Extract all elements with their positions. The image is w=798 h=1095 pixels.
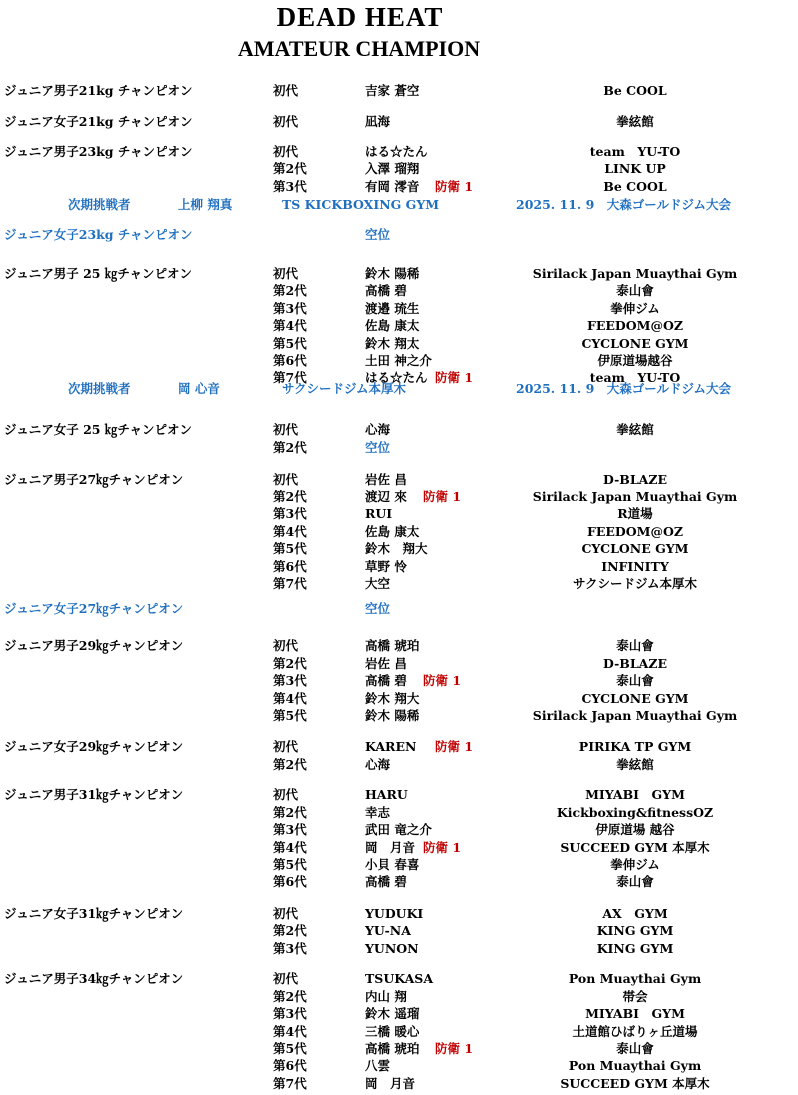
vacant-status: 空位 <box>365 227 391 242</box>
generation: 第3代 <box>273 301 307 316</box>
champion-name: 土田 神之介 <box>365 353 432 368</box>
champion-row <box>0 786 798 803</box>
generation: 第7代 <box>273 1076 307 1091</box>
gym-name: SUCCEED GYM 本厚木 <box>560 840 710 855</box>
champion-name: 佐島 康太 <box>365 318 420 333</box>
challenger-name: 上柳 翔真 <box>178 197 233 212</box>
champion-name: 岡 月音 <box>365 840 416 855</box>
champion-name: 心海 <box>365 422 391 437</box>
generation: 第2代 <box>273 805 307 820</box>
champion-name: HARU <box>365 787 408 802</box>
gym-name: 土道館ひばりヶ丘道場 <box>572 1024 698 1039</box>
defense-badge: 防衛 1 <box>423 489 462 504</box>
generation: 第6代 <box>273 559 307 574</box>
champion-name: はる☆たん <box>365 144 428 159</box>
champion-name: 鈴木 陽稀 <box>365 266 420 281</box>
champion-row <box>0 672 798 689</box>
champion-row <box>0 317 798 334</box>
vacant-status: 空位 <box>365 601 391 616</box>
weight-class: ジュニア女子31㎏チャンピオン <box>4 906 184 921</box>
champion-row <box>0 523 798 540</box>
champion-name: 幸志 <box>365 805 391 820</box>
weight-class: ジュニア男子23kg チャンピオン <box>4 144 193 159</box>
champion-name: 小貝 春喜 <box>365 857 420 872</box>
champion-name: KAREN <box>365 739 417 754</box>
gym-name: 拳絃館 <box>616 757 654 772</box>
gym-name: LINK UP <box>604 161 666 176</box>
generation: 初代 <box>273 83 299 98</box>
champion-name: はる☆たん <box>365 370 428 385</box>
generation: 初代 <box>273 971 299 986</box>
weight-class: ジュニア男子29㎏チャンピオン <box>4 638 184 653</box>
gym-name: D-BLAZE <box>603 472 667 487</box>
champion-name: 凪海 <box>365 114 391 129</box>
gym-name: 拳伸ジム <box>610 857 660 872</box>
challenger-name: 岡 心音 <box>178 381 220 396</box>
gym-name: team YU-TO <box>589 370 681 385</box>
defense-badge: 防衛 1 <box>435 179 474 194</box>
gym-name: Sirilack Japan Muaythai Gym <box>532 489 738 504</box>
defense-badge: 防衛 1 <box>435 739 474 754</box>
challenger-gym: TS KICKBOXING GYM <box>282 197 440 212</box>
generation: 第3代 <box>273 822 307 837</box>
champion-name: 草野 怜 <box>365 559 407 574</box>
page-subtitle: AMATEUR CHAMPION <box>237 36 481 61</box>
champion-name: 鈴木 翔太 <box>365 336 420 351</box>
generation: 第4代 <box>273 318 307 333</box>
weight-class: ジュニア女子21kg チャンピオン <box>4 114 193 129</box>
generation: 第7代 <box>273 370 307 385</box>
champion-row <box>0 988 798 1005</box>
champion-row <box>0 505 798 522</box>
gym-name: MIYABI GYM <box>585 787 685 802</box>
weight-class: ジュニア女子27㎏チャンピオン <box>4 601 184 616</box>
champion-row <box>0 82 798 99</box>
generation: 初代 <box>273 638 299 653</box>
gym-name: Sirilack Japan Muaythai Gym <box>532 708 738 723</box>
champion-name: 高橋 碧 <box>365 283 407 298</box>
defense-badge: 防衛 1 <box>423 673 462 688</box>
generation: 第4代 <box>273 524 307 539</box>
gym-name: CYCLONE GYM <box>581 336 689 351</box>
gym-name: 拳絃館 <box>616 114 654 129</box>
generation: 第4代 <box>273 691 307 706</box>
champion-row <box>0 335 798 352</box>
gym-name: 泰山會 <box>616 283 654 298</box>
champion-name: 有岡 澪音 <box>365 179 420 194</box>
champion-row <box>0 940 798 957</box>
champion-row <box>0 540 798 557</box>
champion-row <box>0 873 798 890</box>
champion-row <box>0 839 798 856</box>
champion-row <box>0 690 798 707</box>
gym-name: 伊原道場 越谷 <box>595 822 675 837</box>
generation: 第3代 <box>273 673 307 688</box>
champion-row <box>0 1005 798 1022</box>
champion-row <box>0 282 798 299</box>
gym-name: 帯会 <box>622 989 648 1004</box>
challenge-event: 2025. 11. 9 大森ゴールドジム大会 <box>516 381 732 396</box>
gym-name: Kickboxing&fitnessOZ <box>556 805 714 820</box>
champion-row <box>0 1023 798 1040</box>
champion-name: 鈴木 翔大 <box>365 691 420 706</box>
weight-class: ジュニア女子29㎏チャンピオン <box>4 739 184 754</box>
gym-name: AX GYM <box>602 906 668 921</box>
champion-name: 佐島 康太 <box>365 524 420 539</box>
defense-badge: 防衛 1 <box>435 1041 474 1056</box>
champion-row <box>0 265 798 282</box>
generation: 第2代 <box>273 656 307 671</box>
weight-class: ジュニア女子 25 ㎏チャンピオン <box>4 422 192 437</box>
generation: 初代 <box>273 472 299 487</box>
generation: 第5代 <box>273 336 307 351</box>
gym-name: 拳絃館 <box>616 422 654 437</box>
champion-name: 渡辺 來 <box>365 489 407 504</box>
champion-row <box>0 905 798 922</box>
challenge-event: 2025. 11. 9 大森ゴールドジム大会 <box>516 197 732 212</box>
champion-row <box>0 756 798 773</box>
generation: 第4代 <box>273 840 307 855</box>
generation: 第2代 <box>273 161 307 176</box>
champion-row <box>0 160 798 177</box>
champion-name: 岩佐 昌 <box>365 472 407 487</box>
gym-name: Be COOL <box>603 179 667 194</box>
gym-name: D-BLAZE <box>603 656 667 671</box>
champion-name: 高橋 碧 <box>365 673 407 688</box>
champion-name: 岡 月音 <box>365 1076 416 1091</box>
champion-name: 内山 翔 <box>365 989 407 1004</box>
champion-row <box>0 707 798 724</box>
champion-name: 高橋 碧 <box>365 874 407 889</box>
champion-row <box>0 655 798 672</box>
generation: 第2代 <box>273 489 307 504</box>
challenger-row <box>0 196 798 213</box>
generation: 初代 <box>273 422 299 437</box>
champion-row <box>0 1040 798 1057</box>
generation: 第6代 <box>273 353 307 368</box>
champion-row <box>0 970 798 987</box>
generation: 第5代 <box>273 1041 307 1056</box>
champion-name: 武田 竜之介 <box>365 822 432 837</box>
page-title: DEAD HEAT <box>276 2 444 32</box>
champion-row <box>0 821 798 838</box>
gym-name: Pon Muaythai Gym <box>568 1058 702 1073</box>
gym-name: 泰山會 <box>616 638 654 653</box>
generation: 第2代 <box>273 923 307 938</box>
generation: 第6代 <box>273 1058 307 1073</box>
generation: 第3代 <box>273 179 307 194</box>
champion-row <box>0 738 798 755</box>
generation: 第3代 <box>273 941 307 956</box>
champion-row <box>0 575 798 592</box>
champion-name: 高橋 琥珀 <box>365 1041 420 1056</box>
generation: 初代 <box>273 266 299 281</box>
champion-name: 鈴木 翔大 <box>365 541 428 556</box>
vacant-row <box>0 600 798 617</box>
defense-badge: 防衛 1 <box>423 840 462 855</box>
generation: 初代 <box>273 787 299 802</box>
champion-row <box>0 488 798 505</box>
champion-name: 岩佐 昌 <box>365 656 407 671</box>
vacant-row <box>0 226 798 243</box>
generation: 初代 <box>273 906 299 921</box>
generation: 第5代 <box>273 857 307 872</box>
challenger-gym: サクシードジム本厚木 <box>282 381 407 396</box>
champion-row <box>0 300 798 317</box>
gym-name: 泰山會 <box>616 1041 654 1056</box>
generation: 第5代 <box>273 708 307 723</box>
champion-name: RUI <box>365 506 393 521</box>
champion-name: YUNON <box>365 941 419 956</box>
champion-row <box>0 558 798 575</box>
champion-name: YUDUKI <box>365 906 424 921</box>
generation: 第5代 <box>273 541 307 556</box>
gym-name: 拳伸ジム <box>610 301 660 316</box>
champion-row <box>0 637 798 654</box>
champion-name: TSUKASA <box>365 971 434 986</box>
generation: 第6代 <box>273 874 307 889</box>
champion-name: 高橋 琥珀 <box>365 638 420 653</box>
gym-name: Pon Muaythai Gym <box>568 971 702 986</box>
gym-name: KING GYM <box>596 923 674 938</box>
generation: 第4代 <box>273 1024 307 1039</box>
gym-name: CYCLONE GYM <box>581 691 689 706</box>
generation: 第3代 <box>273 1006 307 1021</box>
champion-name: 渡邉 琉生 <box>365 301 420 316</box>
champion-name: 八雲 <box>365 1058 391 1073</box>
champion-row <box>0 143 798 160</box>
challenger-label: 次期挑戦者 <box>68 381 131 396</box>
generation: 初代 <box>273 144 299 159</box>
weight-class: ジュニア男子34㎏チャンピオン <box>4 971 184 986</box>
champion-name: 吉家 蒼空 <box>365 83 420 98</box>
champion-name: 大空 <box>365 576 391 591</box>
gym-name: 泰山會 <box>616 874 654 889</box>
gym-name: SUCCEED GYM 本厚木 <box>560 1076 710 1091</box>
champion-row <box>0 856 798 873</box>
generation: 第2代 <box>273 283 307 298</box>
generation: 第7代 <box>273 576 307 591</box>
generation: 第2代 <box>273 757 307 772</box>
champion-row <box>0 1075 798 1092</box>
gym-name: MIYABI GYM <box>585 1006 685 1021</box>
generation: 第2代 <box>273 989 307 1004</box>
champion-row <box>0 471 798 488</box>
defense-badge: 防衛 1 <box>435 370 474 385</box>
weight-class: ジュニア男子27㎏チャンピオン <box>4 472 184 487</box>
champion-name: 空位 <box>365 440 391 455</box>
champion-row <box>0 439 798 456</box>
champion-row <box>0 804 798 821</box>
champion-row <box>0 178 798 195</box>
champion-row <box>0 922 798 939</box>
champion-row <box>0 421 798 438</box>
gym-name: Sirilack Japan Muaythai Gym <box>532 266 738 281</box>
challenger-row <box>0 380 798 397</box>
gym-name: R道場 <box>617 506 653 521</box>
gym-name: サクシードジム本厚木 <box>572 576 697 591</box>
champion-name: 鈴木 陽稀 <box>365 708 420 723</box>
generation: 初代 <box>273 114 299 129</box>
champion-name: 心海 <box>365 757 391 772</box>
generation: 第3代 <box>273 506 307 521</box>
generation: 初代 <box>273 739 299 754</box>
weight-class: ジュニア女子23kg チャンピオン <box>4 227 193 242</box>
generation: 第2代 <box>273 440 307 455</box>
weight-class: ジュニア男子21kg チャンピオン <box>4 83 193 98</box>
champion-name: YU-NA <box>365 923 411 938</box>
gym-name: PIRIKA TP GYM <box>578 739 692 754</box>
champion-name: 鈴木 遥瑠 <box>365 1006 420 1021</box>
weight-class: ジュニア男子 25 ㎏チャンピオン <box>4 266 192 281</box>
gym-name: 伊原道場越谷 <box>597 353 673 368</box>
gym-name: FEEDOM@OZ <box>586 524 683 539</box>
champion-name: 三橋 暖心 <box>365 1024 420 1039</box>
champion-row <box>0 352 798 369</box>
gym-name: KING GYM <box>596 941 674 956</box>
champion-row <box>0 1057 798 1074</box>
gym-name: team YU-TO <box>589 144 681 159</box>
gym-name: Be COOL <box>603 83 667 98</box>
weight-class: ジュニア男子31㎏チャンピオン <box>4 787 184 802</box>
challenger-label: 次期挑戦者 <box>68 197 131 212</box>
gym-name: CYCLONE GYM <box>581 541 689 556</box>
gym-name: INFINITY <box>601 559 669 574</box>
gym-name: 泰山會 <box>616 673 654 688</box>
champion-name: 入澤 瑠翔 <box>365 161 420 176</box>
champion-row <box>0 113 798 130</box>
gym-name: FEEDOM@OZ <box>586 318 683 333</box>
